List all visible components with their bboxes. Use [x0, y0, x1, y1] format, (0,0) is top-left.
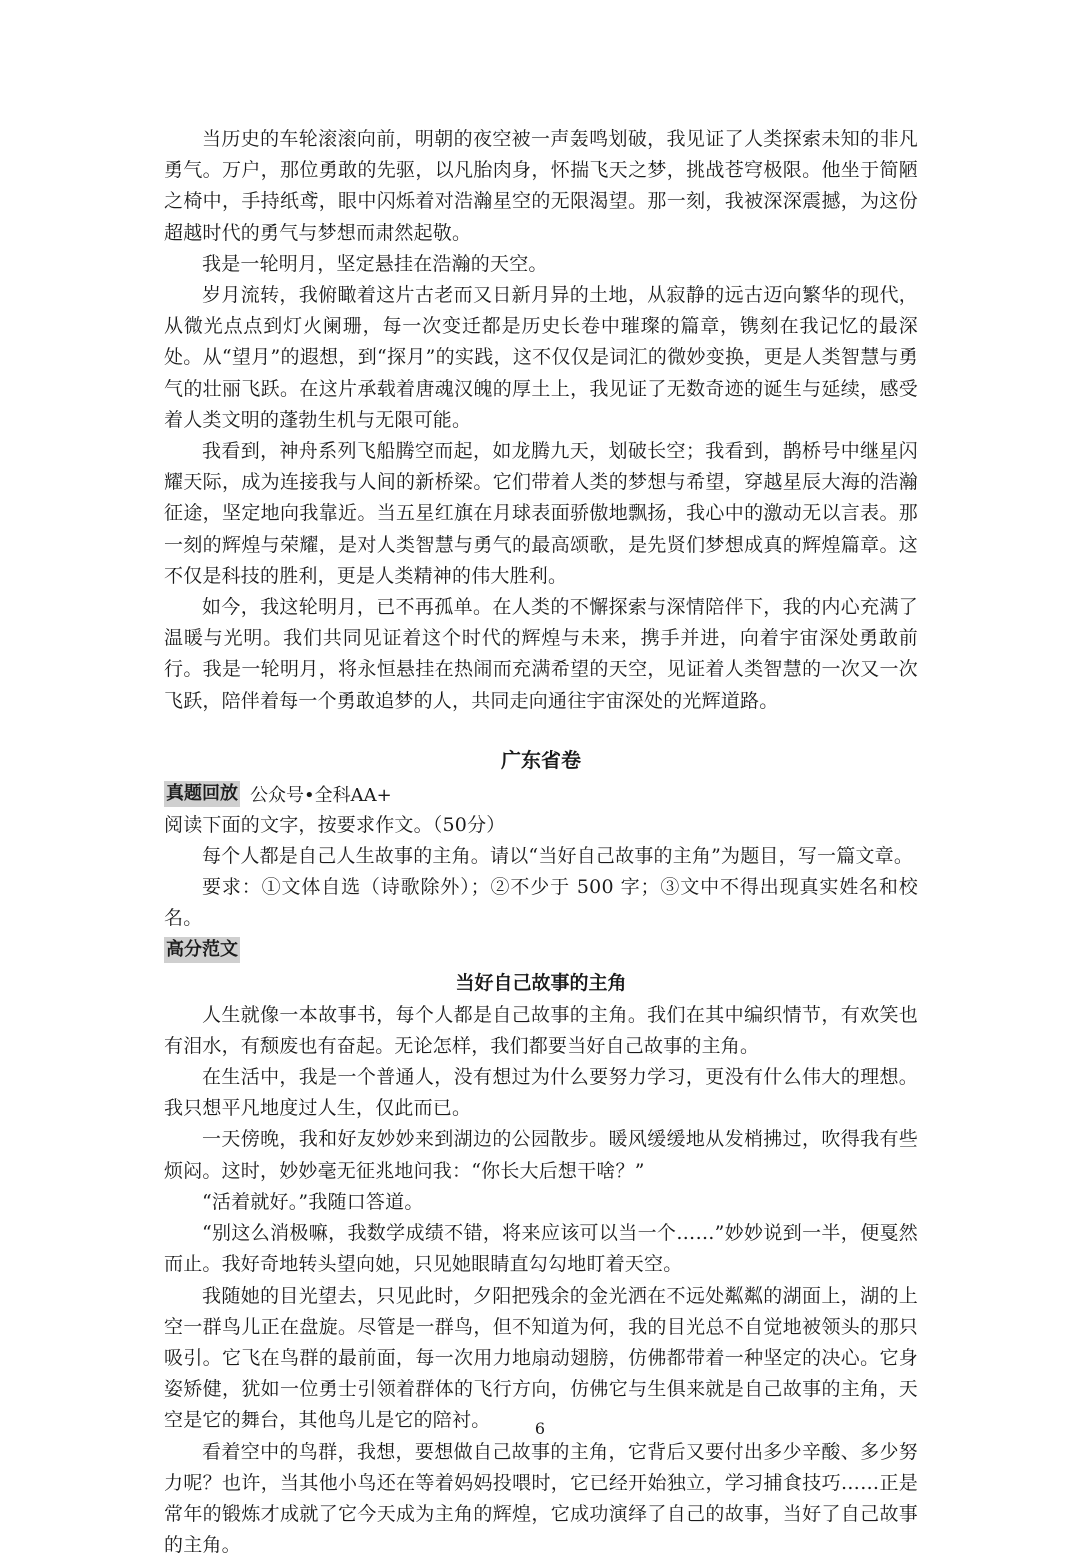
body-paragraph: 我看到，神舟系列飞船腾空而起，如龙腾九天，划破长空；我看到，鹊桥号中继星闪耀天际，成为连接我与人间的新桥梁。它们带着人类的梦想与希望，穿越星辰大海的浩瀚征途，坚定地向我靠近。当五星红旗在月球表面骄傲地飘扬，我心中的激动无以言表。那一刻的辉煌与荣耀，是对人类智慧与勇气的最高颂歌，是先贤们梦想成真的辉煌篇章。这不仅是科技的胜利，更是人类精神的伟大胜利。 — [164, 440, 918, 587]
essay-paragraph: “活着就好。”我随口答道。 — [202, 1190, 424, 1213]
essay-paragraph: 一天傍晚，我和好友妙妙来到湖边的公园散步。暖风缓缓地从发梢拂过，吹得我有些烦闷。这时，妙妙毫无征兆地问我：“你长大后想干啥？” — [164, 1128, 918, 1182]
sample-tag: 高分范文 — [164, 937, 240, 963]
essay-paragraph: 看着空中的鸟群，我想，要想做自己故事的主角，它背后又要付出多少辛酸、多少努力呢？也许，当其他小鸟还在等着妈妈投喂时，它已经开始独立，学习捕食技巧……正是常年的锻炼才成就了它今天成为主角的辉煌，它成功演绎了自己的故事，当好了自己故事的主角。 — [164, 1440, 918, 1557]
section-title: 广东省卷 — [501, 747, 581, 772]
sample-label-row — [164, 935, 918, 966]
page-number: 6 — [534, 1419, 546, 1438]
tag-note: 公众号•全科AA+ — [250, 785, 392, 807]
sample-essay — [164, 1000, 918, 1561]
body-paragraph: 如今，我这轮明月，已不再孤单。在人类的不懈探索与深情陪伴下，我的内心充满了温暖与光明。我们共同见证着这个时代的辉煌与未来，携手并进，向着宇宙深处勇敢前行。我是一轮明月，将永恒悬挂在热闹而充满希望的天空，见证着人类智慧的一次又一次飞跃，陪伴着每一个勇敢追梦的人，共同走向通往宇宙深处的光辉道路。 — [164, 596, 918, 712]
previous-essay-continuation — [164, 124, 918, 717]
body-paragraph: 岁月流转，我俯瞰着这片古老而又日新月异的土地，从寂静的远古迈向繁华的现代，从微光点点到灯火阑珊，每一次变迁都是历史长卷中璀璨的篇章，镌刻在我记忆的最深处。从“望月”的遐想，到“探月”的实践，这不仅仅是词汇的微妙变换，更是人类智慧与勇气的壮丽飞跃。在这片承载着唐魂汉魄的厚土上，我见证了无数奇迹的诞生与延续，感受着人类文明的蓬勃生机与无限可能。 — [164, 284, 918, 431]
prompt-requirements: 要求：①文体自选（诗歌除外）；②不少于 500 字；③文中不得出现真实姓名和校名。 — [164, 876, 918, 930]
document-page — [164, 124, 918, 1561]
essay-title: 当好自己故事的主角 — [455, 971, 627, 994]
essay-paragraph: 在生活中，我是一个普通人，没有想过为什么要努力学习，更没有什么伟大的理想。我只想平凡地度过人生，仅此而已。 — [164, 1066, 918, 1120]
prompt-tag: 真题回放 — [164, 781, 240, 807]
essay-paragraph: “别这么消极嘛，我数学成绩不错，将来应该可以当一个……”妙妙说到一半，便戛然而止。我好奇地转头望向她，只见她眼睛直勾勾地盯着天空。 — [164, 1222, 918, 1276]
prompt-text: 每个人都是自己人生故事的主角。请以“当好自己故事的主角”为题目，写一篇文章。 — [202, 845, 914, 868]
essay-paragraph: 我随她的目光望去，只见此时，夕阳把残余的金光洒在不远处粼粼的湖面上，湖的上空一群鸟儿正在盘旋。尽管是一群鸟，但不知道为何，我的目光总不自觉地被领头的那只吸引。它飞在鸟群的最前面，每一次用力地扇动翅膀，仿佛都带着一种坚定的决心。它身姿矫健，犹如一位勇士引领着群体的飞行方向，仿佛它与生俱来就是自己故事的主角，天空是它的舞台，其他鸟儿是它的陪衬。 — [164, 1284, 918, 1432]
prompt-intro: 阅读下面的文字，按要求作文。（50分） — [164, 813, 506, 836]
body-paragraph: 当历史的车轮滚滚向前，明朝的夜空被一声轰鸣划破，我见证了人类探索未知的非凡勇气。万户，那位勇敢的先驱，以凡胎肉身，怀揣飞天之梦，挑战苍穹极限。他坐于简陋之椅中，手持纸鸢，眼中闪烁着对浩瀚星空的无限渴望。那一刻，我被深深震撼，为这份超越时代的勇气与梦想而肃然起敬。 — [164, 128, 918, 244]
essay-paragraph: 人生就像一本故事书，每个人都是自己故事的主角。我们在其中编织情节，有欢笑也有泪水，有颓废也有奋起。无论怎样，我们都要当好自己故事的主角。 — [164, 1003, 918, 1057]
body-paragraph: 我是一轮明月，坚定悬挂在浩瀚的天空。 — [202, 252, 548, 275]
prompt-label-row — [164, 779, 918, 810]
